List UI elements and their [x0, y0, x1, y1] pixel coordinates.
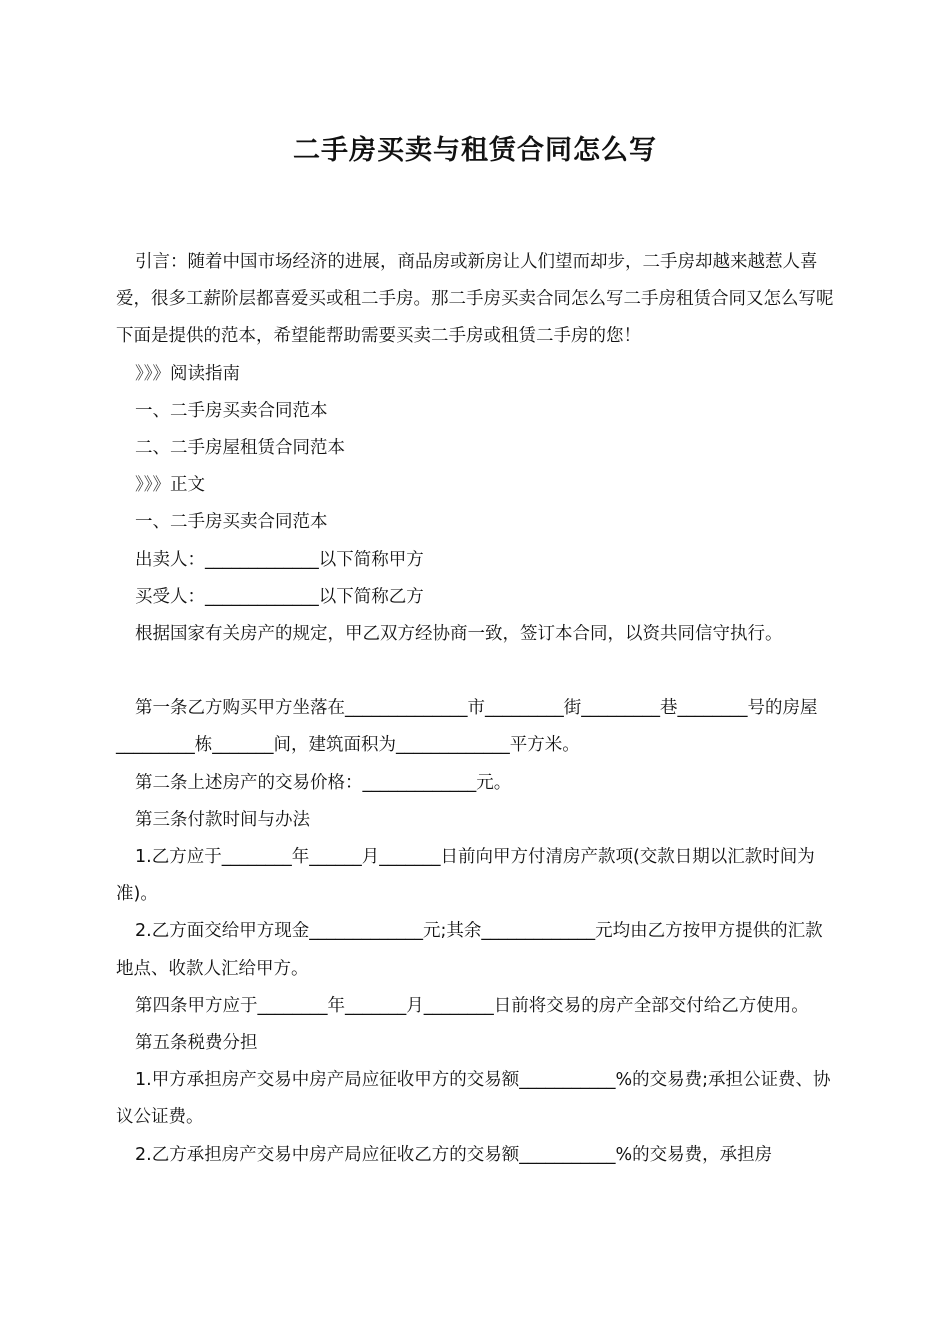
- buyer-line: 买受人：_____________以下简称乙方: [135, 586, 424, 607]
- document-title: 二手房买卖与租赁合同怎么写: [293, 135, 657, 166]
- article-3-heading: 第三条付款时间与办法: [135, 809, 310, 830]
- paragraph-spacer: [116, 653, 840, 690]
- article-1: 第一条乙方购买甲方坐落在______________市_________街_________巷________号的房屋_________栋_______间，建筑面积为_____________平方米。: [116, 698, 818, 756]
- article-5-item-1: 1.甲方承担房产交易中房产局应征收甲方的交易额___________%的交易费;承担公证费、协议公证费。: [116, 1070, 831, 1128]
- intro-paragraph: 引言：随着中国市场经济的进展，商品房或新房让人们望而却步，二手房却越来越惹人喜爱，很多工薪阶层都喜爱买或租二手房。那二手房买卖合同怎么写二手房租赁合同又怎么写呢下面是提供的范本，希望能帮助需要买卖二手房或租赁二手房的您！: [116, 252, 834, 347]
- main-text-heading: 》》》正文: [135, 475, 205, 496]
- preamble-paragraph: 根据国家有关房产的规定，甲乙双方经协商一致，签订本合同，以资共同信守执行。: [135, 624, 783, 645]
- article-3-item-2: 2.乙方面交给甲方现金_____________元;其余_____________元均由乙方按甲方提供的汇款地点、收款人汇给甲方。: [116, 921, 823, 979]
- article-4: 第四条甲方应于________年_______月________日前将交易的房产全部交付给乙方使用。: [135, 995, 809, 1016]
- guide-item-lease-contract: 二、二手房屋租赁合同范本: [135, 438, 345, 459]
- section-heading-sale-contract: 一、二手房买卖合同范本: [135, 512, 328, 533]
- document-body: [116, 244, 840, 1174]
- seller-line: 出卖人：_____________以下简称甲方: [135, 549, 424, 570]
- article-5-item-2: 2.乙方承担房产交易中房产局应征收乙方的交易额___________%的交易费，承担房: [135, 1144, 773, 1165]
- article-2: 第二条上述房产的交易价格：_____________元。: [135, 772, 512, 793]
- article-3-item-1: 1.乙方应于________年______月_______日前向甲方付清房产款项(交款日期以汇款时间为准)。: [116, 847, 815, 905]
- reading-guide-heading: 》》》阅读指南: [135, 363, 240, 384]
- guide-item-sale-contract: 一、二手房买卖合同范本: [135, 400, 328, 421]
- article-5-heading: 第五条税费分担: [135, 1033, 258, 1054]
